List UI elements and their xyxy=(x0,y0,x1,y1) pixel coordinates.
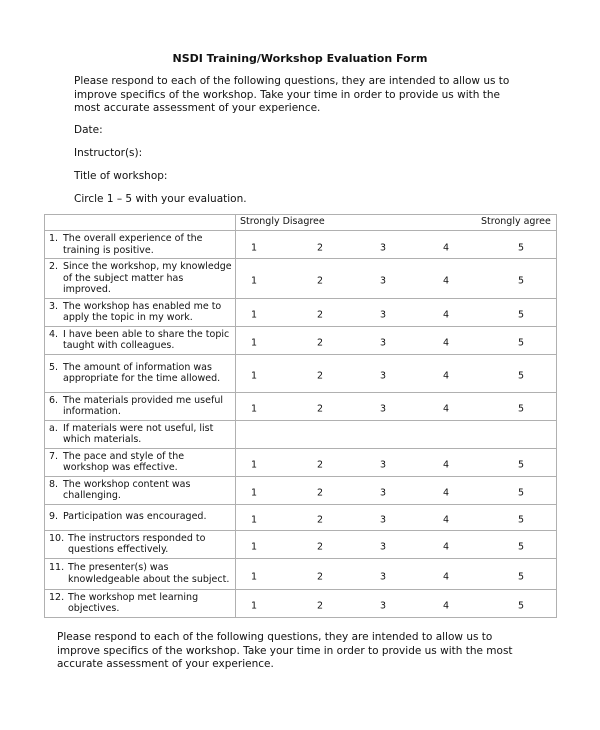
rating-scale-cell[interactable] xyxy=(236,354,557,392)
strongly-agree-label: Strongly agree xyxy=(481,216,551,227)
rating-option-2[interactable]: 2 xyxy=(316,403,324,415)
rating-option-4[interactable]: 4 xyxy=(442,403,450,415)
form-title: NSDI Training/Workshop Evaluation Form xyxy=(172,52,428,65)
question-text: The workshop met learning objectives. xyxy=(68,591,199,614)
rating-option-4[interactable]: 4 xyxy=(442,275,450,287)
intro-paragraph: Please respond to each of the following questions, they are intended to allow us to improve specifics of the workshop. Take your time in order to provide us with the most accurate assessment of your experience. xyxy=(74,75,510,114)
rating-option-1[interactable]: 1 xyxy=(250,275,258,287)
question-cell xyxy=(45,530,236,558)
instructor-label: Instructor(s): xyxy=(74,147,143,159)
question-number: 6. xyxy=(49,394,59,406)
rating-option-1[interactable]: 1 xyxy=(250,571,258,582)
question-cell xyxy=(45,354,236,392)
question-cell xyxy=(45,448,236,476)
rating-scale-cell[interactable] xyxy=(236,504,557,530)
table-row xyxy=(45,231,557,259)
rating-scale-cell[interactable] xyxy=(236,298,557,326)
workshop-title-label: Title of workshop: xyxy=(74,170,168,182)
date-label: Date: xyxy=(74,124,103,136)
question-number: 5. xyxy=(49,361,59,373)
rating-scale-cell[interactable] xyxy=(236,326,557,354)
rating-option-2[interactable]: 2 xyxy=(316,600,324,612)
table-row xyxy=(45,420,557,448)
question-text: Participation was encouraged. xyxy=(63,511,207,523)
table-header-row xyxy=(45,215,557,231)
rating-option-5[interactable]: 5 xyxy=(517,337,525,349)
header-blank-cell xyxy=(45,215,236,231)
rating-scale-cell[interactable] xyxy=(236,530,557,558)
table-row xyxy=(45,448,557,476)
rating-option-5[interactable]: 5 xyxy=(517,242,525,253)
rating-option-5[interactable]: 5 xyxy=(517,514,525,526)
evaluation-table xyxy=(44,214,557,618)
question-text: If materials were not useful, list which materials. xyxy=(63,422,214,445)
rating-option-4[interactable]: 4 xyxy=(442,337,450,349)
header-scale-cell xyxy=(236,215,557,231)
rating-option-2[interactable]: 2 xyxy=(316,309,324,321)
rating-option-3[interactable]: 3 xyxy=(379,370,387,382)
rating-option-3[interactable]: 3 xyxy=(379,337,387,349)
question-cell xyxy=(45,589,236,617)
rating-option-3[interactable]: 3 xyxy=(379,600,387,612)
rating-option-1[interactable]: 1 xyxy=(250,514,258,526)
rating-option-5[interactable]: 5 xyxy=(517,571,525,582)
question-cell xyxy=(45,558,236,589)
question-cell xyxy=(45,298,236,326)
question-number: 12. xyxy=(49,591,65,603)
rating-option-1[interactable]: 1 xyxy=(250,487,258,499)
rating-option-2[interactable]: 2 xyxy=(316,514,324,526)
question-text: The workshop content was challenging. xyxy=(63,478,191,501)
rating-scale-cell[interactable] xyxy=(236,392,557,420)
question-cell xyxy=(45,259,236,299)
rating-option-3[interactable]: 3 xyxy=(379,309,387,321)
table-row xyxy=(45,259,557,299)
rating-scale-cell[interactable] xyxy=(236,476,557,504)
question-text: I have been able to share the topic taught with colleagues. xyxy=(63,328,230,351)
question-number: 10. xyxy=(49,532,65,544)
table-row xyxy=(45,558,557,589)
rating-option-3[interactable]: 3 xyxy=(379,403,387,415)
question-text: The overall experience of the training is positive. xyxy=(63,233,203,256)
question-cell xyxy=(45,231,236,259)
rating-option-1[interactable]: 1 xyxy=(250,370,258,382)
rating-option-5[interactable]: 5 xyxy=(517,600,525,612)
rating-option-1[interactable]: 1 xyxy=(250,403,258,415)
table-row xyxy=(45,504,557,530)
closing-paragraph: Please respond to each of the following questions, they are intended to allow us to improve specifics of the workshop. Take your time in order to provide us with the most accurate assessment of your experience. xyxy=(57,631,513,670)
question-number: 1. xyxy=(49,233,59,244)
rating-option-4[interactable]: 4 xyxy=(442,600,450,612)
table-row xyxy=(45,476,557,504)
rating-option-5[interactable]: 5 xyxy=(517,459,525,471)
rating-option-4[interactable]: 4 xyxy=(442,487,450,499)
rating-option-3[interactable]: 3 xyxy=(379,242,387,253)
table-row xyxy=(45,589,557,617)
rating-option-2[interactable]: 2 xyxy=(316,541,324,553)
rating-option-3[interactable]: 3 xyxy=(379,514,387,526)
rating-option-1[interactable]: 1 xyxy=(250,242,258,253)
rating-option-3[interactable]: 3 xyxy=(379,541,387,553)
rating-option-1[interactable]: 1 xyxy=(250,337,258,349)
question-number: 4. xyxy=(49,328,59,340)
rating-option-3[interactable]: 3 xyxy=(379,459,387,471)
rating-option-3[interactable]: 3 xyxy=(379,571,387,582)
rating-option-1[interactable]: 1 xyxy=(250,309,258,321)
rating-option-4[interactable]: 4 xyxy=(442,459,450,471)
rating-option-4[interactable]: 4 xyxy=(442,571,450,582)
question-cell xyxy=(45,326,236,354)
question-number: 2. xyxy=(49,261,59,272)
rating-option-2[interactable]: 2 xyxy=(316,242,324,253)
rating-option-2[interactable]: 2 xyxy=(316,487,324,499)
rating-option-5[interactable]: 5 xyxy=(517,541,525,553)
rating-scale-cell[interactable] xyxy=(236,259,557,299)
question-text: The pace and style of the workshop was effective. xyxy=(63,450,185,473)
rating-option-4[interactable]: 4 xyxy=(442,370,450,382)
rating-scale-cell[interactable] xyxy=(236,231,557,259)
question-text: Since the workshop, my knowledge of the subject matter has improved. xyxy=(63,261,232,295)
rating-option-1[interactable]: 1 xyxy=(250,600,258,612)
table-row xyxy=(45,326,557,354)
rating-scale-cell[interactable] xyxy=(236,558,557,589)
rating-option-5[interactable]: 5 xyxy=(517,275,525,287)
rating-option-4[interactable]: 4 xyxy=(442,242,450,253)
rating-option-2[interactable]: 2 xyxy=(316,571,324,582)
rating-scale-cell[interactable] xyxy=(236,589,557,617)
table-row xyxy=(45,298,557,326)
rating-option-2[interactable]: 2 xyxy=(316,370,324,382)
rating-option-5[interactable]: 5 xyxy=(517,370,525,382)
rating-option-2[interactable]: 2 xyxy=(316,275,324,287)
question-text: The amount of information was appropriate for the time allowed. xyxy=(63,361,221,384)
rating-option-4[interactable]: 4 xyxy=(442,514,450,526)
question-number: 11. xyxy=(49,562,65,573)
question-cell xyxy=(45,420,236,448)
rating-option-5[interactable]: 5 xyxy=(517,487,525,499)
circle-instruction: Circle 1 – 5 with your evaluation. xyxy=(74,193,247,205)
question-text: The instructors responded to questions effectively. xyxy=(68,532,206,555)
rating-option-4[interactable]: 4 xyxy=(442,541,450,553)
rating-scale-cell[interactable] xyxy=(236,448,557,476)
rating-option-3[interactable]: 3 xyxy=(379,275,387,287)
question-text: The materials provided me useful information. xyxy=(63,394,223,417)
rating-option-1[interactable]: 1 xyxy=(250,459,258,471)
rating-scale-cell xyxy=(236,420,557,448)
question-number: 7. xyxy=(49,450,59,462)
question-cell xyxy=(45,504,236,530)
question-text: The presenter(s) was knowledgeable about the subject. xyxy=(68,562,230,585)
question-number: 8. xyxy=(49,478,59,490)
table-row xyxy=(45,354,557,392)
strongly-disagree-label: Strongly Disagree xyxy=(240,216,325,227)
question-number: 9. xyxy=(49,511,59,523)
table-row xyxy=(45,530,557,558)
rating-option-3[interactable]: 3 xyxy=(379,487,387,499)
rating-option-2[interactable]: 2 xyxy=(316,337,324,349)
question-text: The workshop has enabled me to apply the topic in my work. xyxy=(63,300,222,323)
rating-option-5[interactable]: 5 xyxy=(517,403,525,415)
question-number: 3. xyxy=(49,300,59,312)
rating-option-4[interactable]: 4 xyxy=(442,309,450,321)
question-cell xyxy=(45,476,236,504)
question-number: a. xyxy=(49,422,58,434)
rating-option-2[interactable]: 2 xyxy=(316,459,324,471)
rating-option-1[interactable]: 1 xyxy=(250,541,258,553)
rating-option-5[interactable]: 5 xyxy=(517,309,525,321)
table-row xyxy=(45,392,557,420)
question-cell xyxy=(45,392,236,420)
